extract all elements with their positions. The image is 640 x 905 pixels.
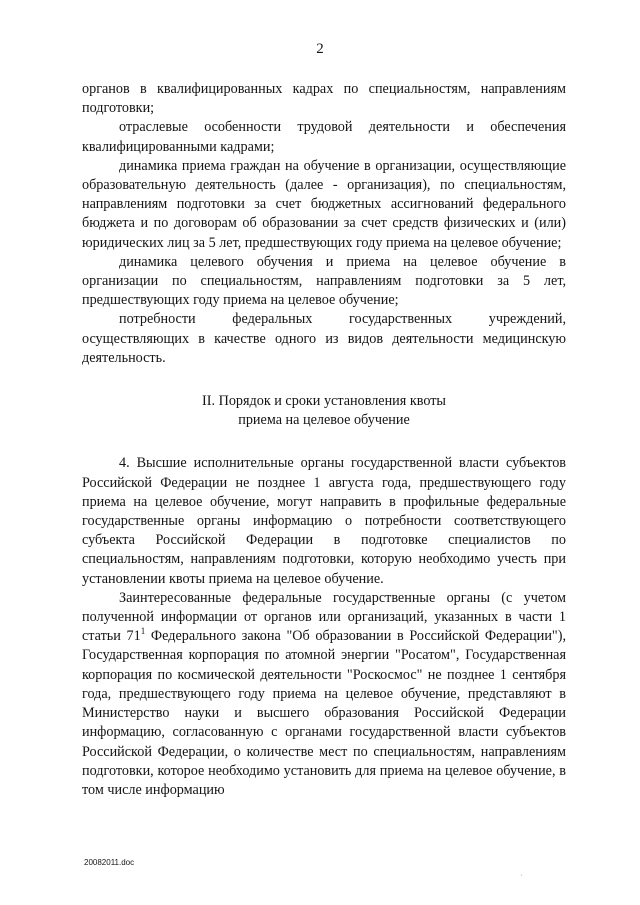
paragraph-text-start: Заинтересованные федеральные государственные органы (с учетом полученной информации от органов или организаций, указанных в части 1 статьи 71 <box>82 589 566 645</box>
paragraph-2: отраслевые особенности трудовой деятельности и обеспечения квалифицированными кадрами; <box>82 119 566 155</box>
paragraph-5: потребности федеральных государственных учреждений, осуществляющих в качестве одного из видов деятельности медицинскую деятельность. <box>82 311 566 366</box>
document-body <box>82 80 566 800</box>
paragraph-4: динамика целевого обучения и приема на целевое обучение в организации по специальностям, направлениям подготовки за 5 лет, предшествующих году приема на целевое обучение; <box>82 253 566 309</box>
paragraph-3: динамика приема граждан на обучение в организации, осуществляющие образовательную деятельность (далее - организация), по специальностям, направлениям подготовки за счет бюджетных ассигнований федерального бюджета и по договорам об образовании за счет средств физических и (или) юридических лиц за 5 лет, предшествующих году приема на целевое обучение; <box>82 157 566 251</box>
paragraph-text-end: Федерального закона "Об образовании в Российской Федерации"), Государственная корпорация по атомной энергии "Росатом", Государственная корпорация по космической деятельности "Роскосмос" не позднее 1 сентября года, предшествующего году приема на целевое обучение, представляют в Министерство науки и высшего образования Российской Федерации информацию, согласованную с органами государственной власти субъектов Российской Федерации, о количестве мест по специальностям, направлениям подготовки, которое необходимо установить для приема на целевое обучение, в том числе информацию <box>82 628 566 798</box>
section-heading-line-2: приема на целевое обучение <box>238 412 410 429</box>
page-number: 2 <box>316 41 324 57</box>
superscript-mark: 1 <box>140 626 146 637</box>
scan-dot-mark: · <box>520 871 523 880</box>
section-heading <box>82 392 566 430</box>
paragraph-1: органов в квалифицированных кадрах по специальностям, направлениям подготовки; <box>82 81 566 117</box>
interested-bodies-paragraph <box>82 589 566 800</box>
section-heading-line-1: II. Порядок и сроки установления квоты <box>202 393 446 410</box>
clause-4-paragraph: 4. Высшие исполнительные органы государственной власти субъектов Российской Федерации не позднее 1 августа года, предшествующего году приема на целевое обучение, могут направить в профильные федеральные государственные органы информацию о потребности соответствующего субъекта Российской Федерации в подготовке специалистов по специальностям, направлениям подготовки, которую необходимо учесть при установлении квоты приема на целевое обучение. <box>82 455 566 587</box>
footer-filename: 20082011.doc <box>84 858 135 867</box>
